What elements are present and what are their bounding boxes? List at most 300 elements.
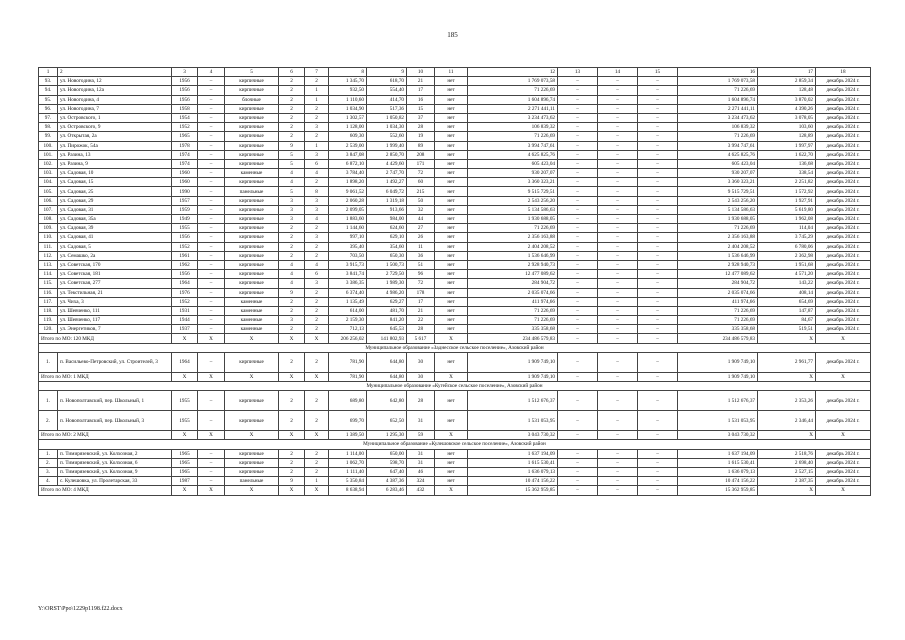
table-cell: п. Новополтавский, пер. Школьный, 3 — [58, 411, 172, 431]
table-cell: декабрь 2024 г. — [816, 77, 871, 86]
table-cell: 96. — [39, 104, 58, 113]
table-cell: 2 729,50 — [367, 270, 407, 279]
table-cell: нет — [435, 215, 468, 224]
table-cell: – — [598, 449, 638, 458]
table-cell: – — [558, 150, 598, 159]
table-cell: – — [198, 95, 225, 104]
column-number: 11 — [435, 68, 468, 77]
table-cell: ул. Новогодина, 12а — [58, 86, 172, 95]
table-cell: 2 362,98 — [758, 251, 816, 260]
table-cell: нет — [435, 352, 468, 372]
table-cell: 97. — [39, 113, 58, 122]
table-cell: – — [558, 169, 598, 178]
table-cell: – — [198, 187, 225, 196]
table-cell: – — [638, 159, 678, 168]
table-cell: с. Кулешовка, ул. Пролетарская, 33 — [58, 477, 172, 486]
table-cell: нет — [435, 297, 468, 306]
table-cell: – — [598, 297, 638, 306]
table-cell: 1949 — [172, 215, 198, 224]
table-cell: 3 360 323,21 — [468, 178, 558, 187]
table-cell: – — [558, 215, 598, 224]
table-cell: 554,40 — [367, 86, 407, 95]
table-cell: – — [558, 458, 598, 467]
table-cell: 1 997,97 — [758, 141, 816, 150]
table-cell: – — [558, 224, 598, 233]
table-cell: 11 — [407, 242, 435, 251]
table-cell: 4 — [305, 260, 329, 269]
table-cell: 618,70 — [367, 77, 407, 86]
table-cell: X — [198, 334, 225, 343]
table-row — [39, 242, 871, 251]
table-cell: 2 — [279, 242, 305, 251]
table-cell: 50 — [407, 196, 435, 205]
table-cell: – — [198, 86, 225, 95]
table-cell: нет — [435, 196, 468, 205]
table-cell: 110. — [39, 233, 58, 242]
table-row — [39, 458, 871, 467]
table-cell: 2 747,70 — [367, 169, 407, 178]
table-cell: 59 — [407, 431, 435, 440]
table-cell: 28 — [407, 391, 435, 411]
table-cell: X — [198, 486, 225, 495]
table-cell: 112. — [39, 251, 58, 260]
table-cell: 1 909 749,10 — [678, 372, 758, 381]
table-cell: 9 515 729,51 — [678, 187, 758, 196]
table-cell: 5 619,80 — [758, 205, 816, 214]
table-cell: ул. Пирожок, 54а — [58, 141, 172, 150]
table-cell: нет — [435, 123, 468, 132]
column-number: 15 — [638, 68, 678, 77]
table-cell: кирпичные — [225, 86, 279, 95]
table-cell: 3 — [305, 123, 329, 132]
table-cell: ул. Садовая, 41 — [58, 233, 172, 242]
table-cell: – — [598, 113, 638, 122]
table-cell: ул. Новогодина, 4 — [58, 95, 172, 104]
table-cell: 932,50 — [329, 86, 367, 95]
table-cell: – — [598, 233, 638, 242]
table-cell: – — [598, 270, 638, 279]
table-cell: 645,53 — [367, 325, 407, 334]
table-row — [39, 86, 871, 95]
table-cell: 21 — [407, 306, 435, 315]
table-cell: 4 429,60 — [367, 159, 407, 168]
table-cell: 624,60 — [367, 224, 407, 233]
table-cell: ул. Новогодина, 7 — [58, 104, 172, 113]
column-number: 1 — [39, 68, 58, 77]
table-cell: ул. Садовая, 5 — [58, 242, 172, 251]
table-cell: 1 319,18 — [367, 196, 407, 205]
table-cell: – — [558, 141, 598, 150]
table-cell: 89 — [407, 141, 435, 150]
table-cell: 2 060,28 — [329, 196, 367, 205]
table-cell: – — [638, 95, 678, 104]
table-cell: 4 986,20 — [367, 288, 407, 297]
table-cell: – — [198, 458, 225, 467]
table-row — [39, 224, 871, 233]
table-cell: 997,10 — [329, 233, 367, 242]
table-cell: 71 226,69 — [678, 306, 758, 315]
table-cell: 2 — [279, 391, 305, 411]
table-cell: 71 226,69 — [468, 86, 558, 95]
column-number: 5 — [225, 68, 279, 77]
table-cell: нет — [435, 458, 468, 467]
table-cell: – — [638, 297, 678, 306]
table-cell: – — [598, 132, 638, 141]
table-cell: 1 — [305, 477, 329, 486]
table-cell: декабрь 2024 г. — [816, 352, 871, 372]
table-cell: – — [638, 205, 678, 214]
table-cell: кирпичные — [225, 132, 279, 141]
table-cell: 3 234 473,62 — [678, 113, 758, 122]
table-cell: 5 617 — [407, 334, 435, 343]
table-cell: 2 — [279, 411, 305, 431]
table-cell: ул. Островского, 9 — [58, 123, 172, 132]
column-number: 3 — [172, 68, 198, 77]
table-cell: 22 — [407, 316, 435, 325]
table-row — [39, 306, 871, 315]
table-cell: нет — [435, 279, 468, 288]
table-cell: нет — [435, 477, 468, 486]
table-cell: 1952 — [172, 123, 198, 132]
table-cell: – — [198, 352, 225, 372]
table-cell: 1 531 053,95 — [468, 411, 558, 431]
table-cell: декабрь 2024 г. — [816, 141, 871, 150]
table-cell: 1952 — [172, 242, 198, 251]
table-cell: – — [198, 159, 225, 168]
table-cell: 1955 — [172, 411, 198, 431]
table-cell: кирпичные — [225, 141, 279, 150]
table-cell: – — [638, 224, 678, 233]
table-cell: декабрь 2024 г. — [816, 132, 871, 141]
housing-table — [38, 67, 871, 496]
table-cell: – — [598, 187, 638, 196]
table-cell: – — [198, 169, 225, 178]
table-cell: – — [558, 205, 598, 214]
table-cell: нет — [435, 77, 468, 86]
table-cell: 2 — [279, 86, 305, 95]
table-cell: 1 898,20 — [329, 178, 367, 187]
table-cell: 2 — [305, 113, 329, 122]
table-cell: 654,69 — [758, 297, 816, 306]
table-cell: 1978 — [172, 141, 198, 150]
table-cell: – — [598, 196, 638, 205]
table-cell: 3 841,74 — [329, 270, 367, 279]
table-cell: – — [638, 325, 678, 334]
table-cell: декабрь 2024 г. — [816, 187, 871, 196]
table-cell: 3 994 747,61 — [468, 141, 558, 150]
table-row — [39, 391, 871, 411]
table-row — [39, 196, 871, 205]
table-cell: 1 114,00 — [329, 449, 367, 458]
section-heading: Муниципальное образование «Кугейское сельское поселение», Азовский район — [39, 382, 871, 391]
table-cell: декабрь 2024 г. — [816, 458, 871, 467]
table-cell: 2 387,35 — [758, 477, 816, 486]
table-cell: 2 — [305, 449, 329, 458]
table-cell: 17 — [407, 297, 435, 306]
table-cell: 2 859,34 — [758, 77, 816, 86]
table-cell: ул. Советская, 277 — [58, 279, 172, 288]
table-cell: кирпичные — [225, 270, 279, 279]
table-cell: ул. Садовая, 10 — [58, 169, 172, 178]
table-row — [39, 113, 871, 122]
table-cell: кирпичные — [225, 279, 279, 288]
table-cell: 234 486 579,83 — [678, 334, 758, 343]
table-cell: 2 — [305, 467, 329, 476]
table-row — [39, 477, 871, 486]
table-cell: – — [198, 477, 225, 486]
table-cell: – — [558, 233, 598, 242]
table-cell: ул. Новогодина, 12 — [58, 77, 172, 86]
table-cell: 104. — [39, 178, 58, 187]
table-cell: 414,70 — [367, 95, 407, 104]
table-cell: нет — [435, 306, 468, 315]
table-cell: – — [558, 486, 598, 495]
table-cell: 652,50 — [367, 411, 407, 431]
table-cell: декабрь 2024 г. — [816, 288, 871, 297]
table-cell: – — [558, 86, 598, 95]
table-cell: 984,00 — [367, 215, 407, 224]
table-cell: 103. — [39, 169, 58, 178]
table-cell: 2 — [305, 251, 329, 260]
table-cell: 2 — [279, 123, 305, 132]
table-cell: – — [558, 325, 598, 334]
table-cell: п. Васильево-Петровский, ул. Строителей, 3 — [58, 352, 172, 372]
table-cell: – — [558, 113, 598, 122]
table-cell: декабрь 2024 г. — [816, 215, 871, 224]
file-path: Y:\ORST\Ppo\1229p1198.f22.docx — [38, 606, 123, 612]
table-cell: 4 387,36 — [367, 477, 407, 486]
column-number: 16 — [678, 68, 758, 77]
table-cell: 432 — [407, 486, 435, 495]
table-cell: 1960 — [172, 169, 198, 178]
section-heading: Муниципальное образование «Заднесское сельское поселение», Азовский район — [39, 343, 871, 352]
table-cell: 3 234 473,62 — [468, 113, 558, 122]
table-cell: 1 135,49 — [329, 297, 367, 306]
table-cell: – — [638, 288, 678, 297]
table-row — [39, 251, 871, 260]
table-cell: декабрь 2024 г. — [816, 391, 871, 411]
table-cell: 128,48 — [758, 86, 816, 95]
table-cell: 60 — [407, 178, 435, 187]
header-row — [39, 68, 871, 77]
table-cell: 1954 — [172, 113, 198, 122]
table-row — [39, 104, 871, 113]
table-cell: 1 572,92 — [758, 187, 816, 196]
column-number: 9 — [367, 68, 407, 77]
table-cell: – — [598, 411, 638, 431]
table-cell: 10 474 156,22 — [678, 477, 758, 486]
table-cell: – — [198, 306, 225, 315]
table-cell: – — [558, 123, 598, 132]
table-cell: нет — [435, 242, 468, 251]
table-cell: 19 — [407, 132, 435, 141]
table-cell: 2 543 256,20 — [468, 196, 558, 205]
table-cell: – — [598, 334, 638, 343]
table-cell: ул. Текстильная, 21 — [58, 288, 172, 297]
table-cell: 2 — [279, 325, 305, 334]
table-cell: 2 — [279, 233, 305, 242]
table-cell: – — [598, 458, 638, 467]
table-cell: нет — [435, 187, 468, 196]
table-cell: 113. — [39, 260, 58, 269]
table-cell: 136,68 — [758, 159, 816, 168]
table-cell: кирпичные — [225, 178, 279, 187]
table-cell: кирпичные — [225, 467, 279, 476]
table-cell: кирпичные — [225, 205, 279, 214]
table-cell: – — [558, 334, 598, 343]
table-cell: 94. — [39, 86, 58, 95]
table-cell: 2 — [305, 242, 329, 251]
table-cell: кирпичные — [225, 150, 279, 159]
table-cell: – — [558, 178, 598, 187]
table-cell: 2 — [305, 391, 329, 411]
table-cell: 324 — [407, 477, 435, 486]
table-cell: 2 — [305, 325, 329, 334]
table-cell: – — [638, 372, 678, 381]
table-cell: – — [598, 169, 638, 178]
table-cell: 650,30 — [367, 251, 407, 260]
table-cell: декабрь 2024 г. — [816, 297, 871, 306]
table-cell: декабрь 2024 г. — [816, 178, 871, 187]
table-cell: – — [198, 178, 225, 187]
table-cell: 1 034,90 — [329, 104, 367, 113]
table-cell: 519,51 — [758, 325, 816, 334]
table-cell: декабрь 2024 г. — [816, 270, 871, 279]
table-cell: – — [198, 233, 225, 242]
table-cell: Итого по МО: 1 МКД — [39, 372, 172, 381]
table-cell: X — [305, 486, 329, 495]
table-cell: ул. Садовая, 29 — [58, 196, 172, 205]
table-cell: кирпичные — [225, 196, 279, 205]
table-cell: 2 — [305, 411, 329, 431]
column-number: 17 — [758, 68, 816, 77]
table-cell: – — [598, 352, 638, 372]
table-cell: декабрь 2024 г. — [816, 86, 871, 95]
table-cell: нет — [435, 467, 468, 476]
table-cell: – — [558, 260, 598, 269]
table-cell: декабрь 2024 г. — [816, 104, 871, 113]
table-cell: 1 604 896,74 — [468, 95, 558, 104]
table-cell: декабрь 2024 г. — [816, 159, 871, 168]
table-cell: – — [638, 123, 678, 132]
table-cell: 1944 — [172, 316, 198, 325]
table-cell: 6 780,06 — [758, 242, 816, 251]
table-cell: 781,90 — [329, 372, 367, 381]
table-cell: декабрь 2024 г. — [816, 150, 871, 159]
table-cell: X — [172, 334, 198, 343]
table-cell: 605 423,04 — [468, 159, 558, 168]
table-row — [39, 449, 871, 458]
table-cell: 108. — [39, 215, 58, 224]
table-cell: 1965 — [172, 458, 198, 467]
table-cell: 71 226,69 — [678, 86, 758, 95]
table-cell: 117. — [39, 297, 58, 306]
table-cell: нет — [435, 325, 468, 334]
table-cell: Итого по МО: 2 МКД — [39, 431, 172, 440]
table-cell: ул. Советская, 181 — [58, 270, 172, 279]
table-row — [39, 150, 871, 159]
table-cell: 1956 — [172, 77, 198, 86]
table-cell: 1956 — [172, 86, 198, 95]
column-number: 10 — [407, 68, 435, 77]
table-cell: декабрь 2024 г. — [816, 467, 871, 476]
table-cell: – — [598, 224, 638, 233]
table-cell: – — [198, 123, 225, 132]
table-cell: 642,80 — [367, 391, 407, 411]
table-cell: 2 — [279, 352, 305, 372]
table-cell: нет — [435, 260, 468, 269]
table-cell: 71 226,69 — [678, 316, 758, 325]
table-cell: 1987 — [172, 477, 198, 486]
table-cell: 699,70 — [329, 411, 367, 431]
table-row — [39, 260, 871, 269]
table-cell: 1 930 688,05 — [468, 215, 558, 224]
table-cell: – — [598, 77, 638, 86]
table-cell: – — [598, 242, 638, 251]
table-cell: 30 — [407, 372, 435, 381]
table-cell: 1 951,68 — [758, 260, 816, 269]
table-cell: 147,87 — [758, 306, 816, 315]
table-row — [39, 205, 871, 214]
table-cell: 4 — [279, 178, 305, 187]
table-cell: – — [198, 215, 225, 224]
table-cell: 4 625 825,76 — [678, 150, 758, 159]
section-heading: Муниципальное образование «Кулешовское сельское поселение», Азовский район — [39, 440, 871, 449]
table-cell: 2 346,44 — [758, 411, 816, 431]
table-cell: нет — [435, 449, 468, 458]
table-cell: – — [198, 297, 225, 306]
table-cell: 1 492,27 — [367, 178, 407, 187]
table-cell: 1974 — [172, 159, 198, 168]
section-heading-row — [39, 343, 871, 352]
table-cell: 1 — [305, 141, 329, 150]
table-cell: 120. — [39, 325, 58, 334]
table-cell: 2 035 074,66 — [678, 288, 758, 297]
table-row — [39, 325, 871, 334]
table-cell: 84,67 — [758, 316, 816, 325]
table-cell: – — [198, 260, 225, 269]
table-cell: 3 078,05 — [758, 113, 816, 122]
column-number: 8 — [329, 68, 367, 77]
table-cell: – — [638, 449, 678, 458]
table-cell: 2 850,70 — [367, 150, 407, 159]
table-cell: 2 — [305, 306, 329, 315]
table-cell: – — [638, 169, 678, 178]
table-cell: 4 571,20 — [758, 270, 816, 279]
table-cell: 3 043 730,32 — [468, 431, 558, 440]
table-cell: 2 — [305, 224, 329, 233]
table-cell: – — [598, 104, 638, 113]
table-cell: 95. — [39, 95, 58, 104]
table-row — [39, 297, 871, 306]
section-heading-row — [39, 382, 871, 391]
table-cell: 8 — [305, 187, 329, 196]
table-cell: – — [638, 260, 678, 269]
table-cell: – — [638, 187, 678, 196]
table-cell: 598,70 — [367, 458, 407, 467]
table-cell: – — [558, 288, 598, 297]
table-cell: 2 — [305, 132, 329, 141]
table-cell: 105. — [39, 187, 58, 196]
table-cell: 5 350,84 — [329, 477, 367, 486]
table-cell: 3 — [279, 316, 305, 325]
table-cell: декабрь 2024 г. — [816, 260, 871, 269]
table-cell: 1 962,08 — [758, 215, 816, 224]
table-cell: 101. — [39, 150, 58, 159]
table-cell: – — [198, 224, 225, 233]
table-cell: п. Тимирязевский, ул. Колхозная, 6 — [58, 458, 172, 467]
table-cell: 284 904,72 — [678, 279, 758, 288]
